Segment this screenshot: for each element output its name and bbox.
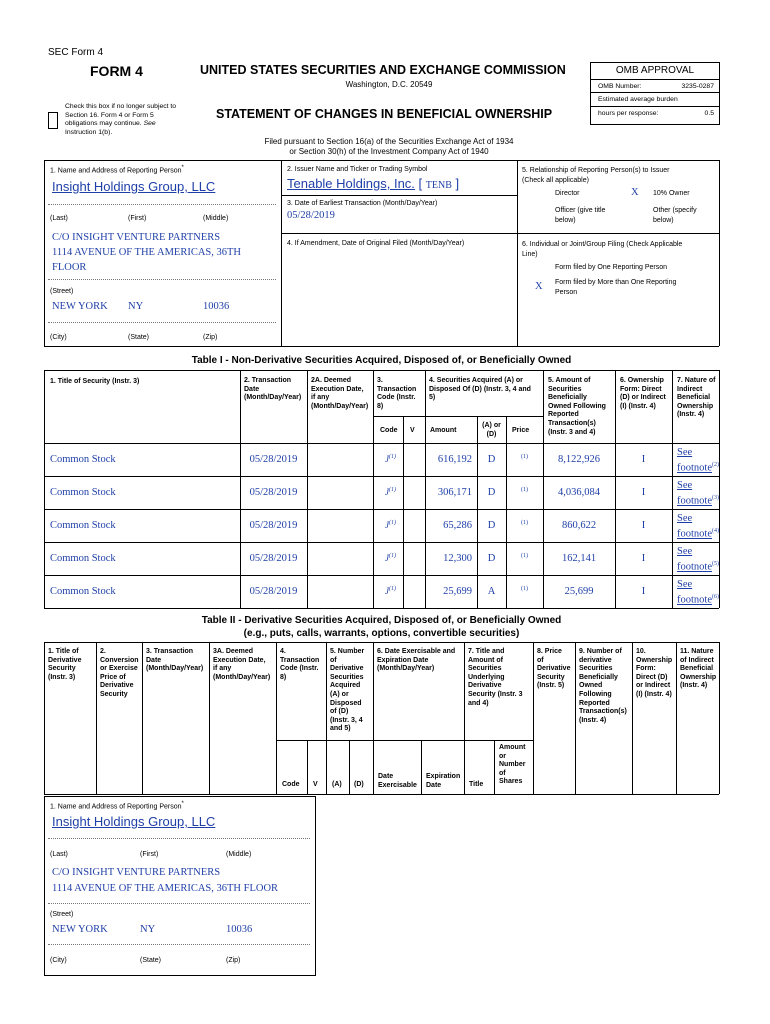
one-person-label: Form filed by One Reporting Person [555, 264, 668, 271]
row-divider [44, 509, 719, 510]
row-ad: D [487, 553, 496, 564]
omb-approval-box [590, 62, 720, 125]
agency-title: UNITED STATES SECURITIES AND EXCHANGE COMMISSION [200, 63, 566, 77]
t2-sub-a: (A) [332, 781, 342, 788]
agency-address: Washington, D.C. 20549 [345, 80, 433, 89]
city-value-2: NEW YORK [52, 924, 108, 935]
row-owned: 4,036,084 [558, 487, 600, 498]
city-label: (City) [50, 334, 67, 341]
row-amount: 306,171 [437, 487, 472, 498]
t1-sub-code: Code [380, 427, 398, 434]
zip-label-2: (Zip) [226, 957, 241, 964]
row-title: Common Stock [50, 454, 116, 465]
row-code: $J^{(1)}$ [385, 454, 396, 464]
reporting-person-link[interactable]: Insight Holdings Group, LLC [52, 179, 216, 194]
city-label-2: (City) [50, 957, 67, 964]
row-date: 05/28/2019 [249, 454, 298, 465]
t2-col-c12: 11. Nature of Indirect Beneficial Ownership (Instr. 4) [680, 648, 717, 690]
t2-col-c3: 3. Transaction Date (Month/Day/Year) [146, 648, 204, 673]
row-price: (1) [521, 454, 528, 460]
state-label: (State) [128, 334, 150, 341]
row-price: (1) [521, 553, 528, 559]
t2-sub-amount: Amount or Number of Shares [499, 744, 526, 786]
row-code: $J^{(1)}$ [385, 487, 396, 497]
row-divider [44, 476, 719, 477]
row-price: (1) [521, 487, 528, 493]
t2-col-c11: 10. Ownership Form: Direct (D) or Indirect (I) (Instr. 4) [636, 648, 673, 698]
t2-sub-date-exercisable: Date Exercisable [378, 773, 417, 789]
row-date: 05/28/2019 [249, 487, 298, 498]
row-form: I [641, 553, 646, 564]
t2-sub-code: Code [282, 781, 300, 788]
issuer-link[interactable]: Tenable Holdings, Inc. [287, 176, 415, 191]
row-form: I [641, 454, 646, 465]
omb-number-value: 3235-0287 [681, 83, 714, 90]
street-label: (Street) [50, 288, 74, 295]
state-value: NY [128, 301, 144, 312]
reporting-address: C/O INSIGHT VENTURE PARTNERS 1114 AVENUE OF THE AMERICAS, 36TH FLOOR [52, 232, 242, 273]
earliest-transaction-date: 05/28/2019 [287, 210, 335, 221]
ten-percent-owner-label: 10% Owner [653, 190, 690, 197]
t2-sub-expiration: Expiration Date [426, 773, 461, 789]
t1-sub-v: V [410, 427, 415, 434]
omb-title: OMB APPROVAL [591, 63, 719, 80]
row-title: Common Stock [50, 520, 116, 531]
t2-col-c4: 3A. Deemed Execution Date, if any (Month/Day/Year) [213, 648, 271, 681]
row-form: I [641, 586, 646, 597]
row-code: $J^{(1)}$ [385, 553, 396, 563]
middle-label-2: (Middle) [226, 851, 252, 858]
reporting-person-link-2[interactable]: Insight Holdings Group, LLC [52, 814, 216, 829]
box3-label: 3. Date of Earliest Transaction (Month/Day/Year) [287, 200, 438, 207]
box1-label: 1. Name and Address of Reporting Person* [50, 165, 184, 175]
row-nature[interactable]: See footnote$^{(5)}$ [677, 546, 719, 573]
row-owned: 162,141 [561, 553, 597, 564]
row-divider [44, 608, 719, 609]
more-persons-label: Form filed by More than One Reporting Person [555, 279, 677, 296]
box6-label: 6. Individual or Joint/Group Filing (Check Applicable Line) [522, 241, 683, 258]
t2-col-c10: 9. Number of derivative Securities Beneficially Owned Following Reported Transaction(s) (Instr. 4) [579, 648, 627, 724]
box5-label: 5. Relationship of Reporting Person(s) to Issuer (Check all applicable) [522, 167, 670, 184]
omb-burden-label: Estimated average burden [591, 93, 719, 107]
row-owned: 8,122,926 [558, 454, 600, 465]
checkbox-instructions: Check this box if no longer subject to Section 16. Form 4 or Form 5 obligations may continue. See Instruction 1(b). [65, 103, 177, 136]
t2-col-c8: 7. Title and Amount of Securities Underlying Derivative Security (Instr. 3 and 4) [468, 648, 523, 707]
omb-hours-value: 0.5 [704, 110, 714, 117]
row-ad: D [487, 487, 496, 498]
zip-value-2: 10036 [226, 924, 253, 935]
row-form: I [641, 520, 646, 531]
other-label: Other (specify below) [653, 207, 697, 224]
zip-label: (Zip) [203, 334, 218, 341]
row-title: Common Stock [50, 487, 116, 498]
more-persons-check[interactable]: X [535, 281, 543, 292]
omb-hours-label: hours per response: [598, 110, 659, 117]
row-date: 05/28/2019 [249, 586, 298, 597]
first-label: (First) [128, 215, 147, 222]
t2-sub-v: V [313, 781, 318, 788]
box4-label: 4. If Amendment, Date of Original Filed (Month/Day/Year) [287, 240, 465, 247]
row-price: (1) [521, 586, 528, 592]
no-longer-subject-checkbox[interactable] [48, 112, 58, 129]
filed-pursuant: Filed pursuant to Section 16(a) of the Securities Exchange Act of 1934 or Section 30(h) of the Investment Company Act of 1940 [264, 137, 514, 156]
row-ad: D [487, 520, 496, 531]
row-amount: 25,699 [443, 586, 472, 597]
middle-label: (Middle) [203, 215, 229, 222]
city-value: NEW YORK [52, 301, 108, 312]
last-label-2: (Last) [50, 851, 68, 858]
t1-col-amount-owned: 5. Amount of Securities Beneficially Owned Following Reported Transaction(s) (Instr. 3 and 4) [548, 377, 606, 436]
t1-col-nature: 7. Nature of Indirect Beneficial Ownership (Instr. 4) [677, 377, 716, 419]
row-price: (1) [521, 520, 528, 526]
row-form: I [641, 487, 646, 498]
row-divider [44, 575, 719, 576]
row-nature[interactable]: See footnote$^{(6)}$ [677, 579, 719, 606]
t1-col-ownership-form: 6. Ownership Form: Direct (D) or Indirect (I) (Instr. 4) [620, 377, 666, 410]
row-title: Common Stock [50, 553, 116, 564]
t2-col-c2: 2. Conversion or Exercise Price of Derivative Security [100, 648, 139, 698]
row-date: 05/28/2019 [249, 520, 298, 531]
t2-col-c1: 1. Title of Derivative Security (Instr. 3) [48, 648, 82, 681]
t2-sub-d: (D) [354, 781, 364, 788]
ticker-symbol: TENB [425, 180, 452, 191]
row-ad: D [487, 454, 496, 465]
t2-sub-title: Title [469, 781, 484, 788]
row-ad: A [487, 586, 496, 597]
t2-col-c7: 6. Date Exercisable and Expiration Date (Month/Day/Year) [377, 648, 456, 673]
row-nature[interactable]: See footnote$^{(3)}$ [677, 480, 719, 507]
last-label: (Last) [50, 215, 68, 222]
row-code: $J^{(1)}$ [385, 520, 396, 530]
state-value-2: NY [140, 924, 156, 935]
t2-col-c6: 5. Number of Derivative Securities Acquired (A) or Disposed of (D) (Instr. 3, 4 and 5) [330, 648, 365, 733]
issuer-line: Tenable Holdings, Inc. [ TENB ] [287, 176, 460, 191]
t1-col-date: 2. Transaction Date (Month/Day/Year) [244, 377, 302, 402]
table2-title: Table II - Derivative Securities Acquired, Disposed of, or Beneficially Owned (e.g., puts, calls, warrants, options, convertible securities) [201, 615, 562, 639]
t1-col-code: 3. Transaction Code (Instr. 8) [377, 377, 417, 410]
reporting-address-2: C/O INSIGHT VENTURE PARTNERS 1114 AVENUE OF THE AMERICAS, 36TH FLOOR [52, 867, 279, 894]
row-nature[interactable]: See footnote$^{(2)}$ [677, 447, 719, 474]
t1-sub-amount: Amount [430, 427, 457, 434]
zip-value: 10036 [203, 301, 230, 312]
t1-col-deemed: 2A. Deemed Execution Date, if any (Month/Day/Year) [311, 377, 369, 410]
ten-percent-owner-check[interactable]: X [631, 187, 639, 198]
row-divider [44, 542, 719, 543]
row-code: $J^{(1)}$ [385, 586, 396, 596]
t1-sub-price: Price [512, 427, 530, 434]
t1-col-title: 1. Title of Security (Instr. 3) [50, 378, 140, 385]
row-date: 05/28/2019 [249, 553, 298, 564]
row-owned: 860,622 [561, 520, 597, 531]
t2-col-c9: 8. Price of Derivative Security (Instr. 5) [537, 648, 571, 690]
officer-label: Officer (give title below) [555, 207, 606, 224]
state-label-2: (State) [140, 957, 162, 964]
row-amount: 616,192 [437, 454, 472, 465]
omb-number-label: OMB Number: [598, 83, 642, 90]
row-title: Common Stock [50, 586, 116, 597]
sec-form-label: SEC Form 4 [48, 47, 104, 58]
first-label-2: (First) [140, 851, 159, 858]
form-title: FORM 4 [90, 63, 143, 79]
table1-title: Table I - Non-Derivative Securities Acquired, Disposed of, or Beneficially Owned [191, 355, 572, 366]
row-nature[interactable]: See footnote$^{(4)}$ [677, 513, 719, 540]
row-amount: 12,300 [443, 553, 472, 564]
t2-col-c5: 4. Transaction Code (Instr. 8) [280, 648, 320, 681]
t1-col-securities: 4. Securities Acquired (A) or Disposed Of (D) (Instr. 3, 4 and 5) [429, 377, 531, 402]
t1-sub-ad: (A) or (D) [482, 422, 501, 438]
box1b-label: 1. Name and Address of Reporting Person* [50, 801, 184, 811]
statement-title: STATEMENT OF CHANGES IN BENEFICIAL OWNERSHIP [216, 107, 553, 121]
row-owned: 25,699 [564, 586, 594, 597]
director-label: Director [555, 190, 580, 197]
street-label-2: (Street) [50, 911, 74, 918]
box2-label: 2. Issuer Name and Ticker or Trading Symbol [287, 166, 428, 173]
row-amount: 65,286 [443, 520, 472, 531]
